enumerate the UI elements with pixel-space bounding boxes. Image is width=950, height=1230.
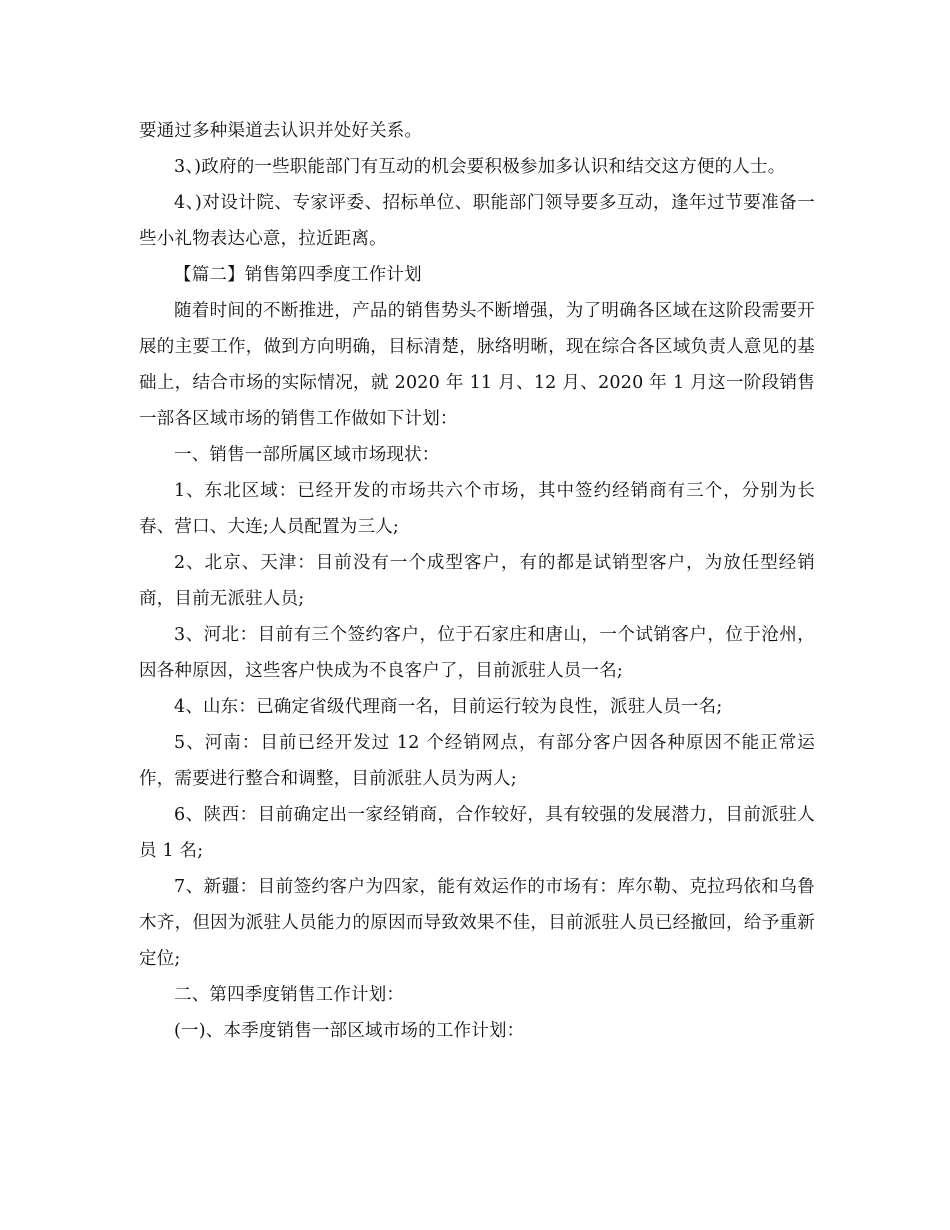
document-page — [139, 113, 815, 1049]
subsection-heading: (一)、本季度销售一部区域市场的工作计划： — [174, 1021, 525, 1041]
section-heading: 【篇二】销售第四季度工作计划 — [174, 265, 422, 285]
paragraph: 要通过多种渠道去认识并处好关系。 — [139, 121, 423, 141]
list-item: 5、河南：目前已经开发过 12 个经销网点，有部分客户因各种原因不能正常运作，需要进行整合和调整，目前派驻人员为两人; — [139, 733, 815, 789]
list-item: 4、山东：已确定省级代理商一名，目前运行较为良性，派驻人员一名; — [174, 697, 723, 717]
paragraph: 3、)政府的一些职能部门有互动的机会要积极参加多认识和结交这方便的人士。 — [174, 157, 786, 177]
list-item: 7、新疆：目前签约客户为四家，能有效运作的市场有：库尔勒、克拉玛依和乌鲁木齐，但因为派驻人员能力的原因而导致效果不佳，目前派驻人员已经撤回，给予重新定位; — [139, 877, 815, 969]
list-item: 1、东北区域：已经开发的市场共六个市场，其中签约经销商有三个，分别为长春、营口、大连;人员配置为三人; — [139, 481, 815, 537]
paragraph: 随着时间的不断推进，产品的销售势头不断增强，为了明确各区域在这阶段需要开展的主要工作，做到方向明确，目标清楚，脉络明晰，现在综合各区域负责人意见的基础上，结合市场的实际情况，就 2020 年 11 月、12 月、2020 年 1 月这一阶段销售一部各区域市场的销售工作做如下计划： — [139, 301, 815, 429]
subsection-heading: 一、销售一部所属区域市场现状： — [174, 445, 440, 465]
list-item: 6、陕西：目前确定出一家经销商，合作较好，具有较强的发展潜力，目前派驻人员 1 名; — [139, 805, 815, 861]
subsection-heading: 二、第四季度销售工作计划： — [174, 985, 405, 1005]
list-item: 2、北京、天津：目前没有一个成型客户，有的都是试销型客户，为放任型经销商，目前无派驻人员; — [139, 553, 815, 609]
paragraph: 4、)对设计院、专家评委、招标单位、职能部门领导要多互动，逢年过节要准备一些小礼物表达心意，拉近距离。 — [139, 193, 815, 249]
list-item: 3、河北：目前有三个签约客户，位于石家庄和唐山，一个试销客户，位于沧州，因各种原因，这些客户快成为不良客户了，目前派驻人员一名; — [139, 625, 815, 681]
